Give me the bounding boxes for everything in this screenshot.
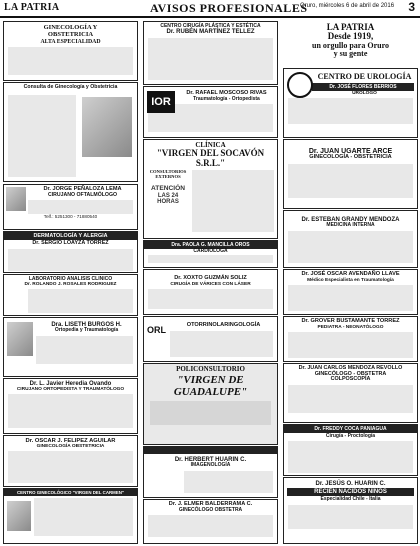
doctor-photo [82,97,132,157]
ad-body-text [34,498,133,536]
ad-body-text [8,451,133,483]
doctor-specialty: Ortopedia y Traumatología [54,327,119,334]
doctor-name: Dr. JESÚS O. HUARIN C. [315,481,386,487]
page-number: 3 [408,0,415,14]
doctor-name: Dr. J. ELMER BALDERRAMA C. [168,501,253,507]
doctor-photo [7,501,31,531]
ad-body-text [8,249,133,271]
ad-clinica-socavon [143,139,278,239]
section-name: LA PATRIA [4,2,60,13]
doctor-name: Dr. HERBERT HUARIN C. [174,457,247,463]
clinic-hours: CONSULTORIOS EXTERNOS ATENCIÓN LAS 24 HORAS [149,169,187,205]
ad-martinez [143,21,278,85]
doctor-specialty: CIRUJANO OFTALMÓLOGO [47,191,118,198]
ad-grandy [283,210,418,268]
ad-body-text [28,200,133,214]
ad-title: CENTRO DE UROLOGÍA [317,72,412,81]
ad-body-text [148,38,273,80]
doctor-name: Dr. RUBÉN MARTÍNEZ TELLEZ [166,29,255,36]
page-header [0,0,420,18]
ad-body-text [288,231,413,263]
ad-gineco-alta [3,21,138,81]
ad-banner [144,447,277,454]
doctor-name: Dra. PAOLA G. MANCILLA OROS [144,241,277,249]
ad-body-text [288,441,413,473]
ad-consulta [3,82,138,182]
orl-logo: ORL [147,325,166,335]
ad-guzman [143,269,278,315]
ad-body-text [148,289,273,309]
ad-huarin-ninos [283,477,418,544]
ad-urologia [283,68,418,138]
ad-dermato [3,231,138,273]
ad-title: POLICONSULTORIO [176,365,245,373]
doctor-name: Dr. L. Javier Heredia Ovando [29,381,112,387]
ad-felipez [3,435,138,487]
doctor-name: Dr. ROLANDO J. ROSALES RODRIGUEZ [24,282,117,288]
ad-body-text [288,164,413,198]
doctor-specialty: Médico Especialista en Traumatología [307,277,394,283]
ad-heredia [3,378,138,434]
ad-balderrama [143,499,278,544]
doctor-name: Dr. JORGE PEÑALOZA LEMA [43,186,122,192]
ad-banner: DERMATOLOGÍA Y ALERGIA [4,232,137,240]
doctor-specialty: GINECÓLOGO - OBSTETRA [314,370,387,377]
ad-huarin-imagen [143,446,278,498]
ad-body-text [150,401,271,425]
ad-slogan: y su gente [333,49,368,59]
doctor-name: Dr. SERGIO LOAYZA TORREZ [32,240,109,246]
doctor-name: Dr. FREDDY COCA PANIAGUA [284,425,417,433]
ad-body-text [8,47,133,75]
ad-subtitle: ALTA ESPECIALIDAD [40,38,101,45]
doctor-specialty: Especialidad Chile - Italia [320,496,381,503]
ad-orl [143,316,278,362]
doctor-specialty: CIRUJANO ORTOPEDISTA Y TRAUMATÓLOGO [16,387,125,393]
doctor-specialty: GINECÓLOGO OBSTETRA [178,506,243,513]
doctor-name: Dr. JUAN UGARTE ARCE [308,148,393,155]
doctor-specialty: COLPOSCOPÍA [330,376,371,383]
doctor-specialty: Traumatología - Ortopedista [193,95,260,102]
ad-policonsultorio [143,363,278,445]
ad-title: GINECOLOGÍA Y [43,24,98,31]
ad-la-patria [283,21,418,67]
page-title: AVISOS PROFESIONALES [150,1,308,15]
doctor-name: Dr. OSCAR J. FELIPEZ AGUILAR [25,438,116,444]
service-list [8,95,76,177]
ad-body-text [288,505,413,529]
ad-title: LABORATORIO ANALISIS CLINICO [28,276,113,282]
doctor-name: Dr. XOXTO GUZMÁN SOLIZ [174,275,247,281]
doctor-name: Dr. GROVER BUSTAMANTE TORREZ [301,318,400,324]
ad-body-text [288,332,413,358]
doctor-specialty: IMAGENOLOGÍA [190,462,231,469]
ad-coca [283,424,418,476]
doctor-photo [7,322,33,356]
ad-banner: RECIÉN NACIDOS NIÑOS [287,488,414,496]
ad-body-text [288,285,413,311]
ad-banner: CENTRO GINECOLÓGICO "VIRGEN DEL CARMEN" [4,489,137,496]
clinic-name: "VIRGEN DE [177,374,244,387]
doctor-specialty: Cirugía - Proctología [325,433,376,439]
ad-body-text [192,170,274,232]
ad-title: OBSTETRICIA [47,30,94,38]
ad-body-text [148,515,273,537]
ad-laboratorio [3,274,138,316]
ad-body-text [288,98,413,124]
ad-body-text [36,336,133,364]
ior-logo: IOR [147,91,175,113]
doctor-specialty: CARDIÓLOGA [193,248,228,254]
ad-title: LA PATRIA [326,22,375,32]
doctor-name: Dr. JOSÉ FLORES BERRIOS [312,83,414,91]
doctor-specialty: GINECOLOGÍA - OBSTETRICIA [309,154,392,161]
clinic-name: "VIRGEN DEL SOCAVÓN S.R.L." [156,148,265,168]
ad-body-text [170,331,273,357]
doctor-name: Dr. JUAN CARLOS MENDOZA REVOLLO [298,365,403,371]
ad-penaloza [3,184,138,230]
ad-body-text [148,255,273,263]
ad-body-text [288,385,413,413]
ad-slogan: un orgullo para Oruro [312,40,389,50]
ad-mendoza [283,363,418,423]
doctor-photo [6,187,26,211]
ad-ior [143,86,278,138]
ad-burgos [3,317,138,377]
doctor-specialty: PEDIATRA - NEONATÓLOGO [317,324,384,330]
ad-virgen-carmen [3,488,138,544]
ad-title: Consulta de Ginecología y Obstetricia [23,84,118,90]
page-date: Oruro, miércoles 6 de abril de 2016 [300,3,395,9]
phone-number: Telf.: 5251300 - 71880540 [43,214,98,220]
doctor-name: Dr. ESTEBAN GRANDY MENDOZA [301,217,400,223]
doctor-name: Dr. RAFAEL MOSCOSO RIVAS [186,90,267,96]
ad-avendano [283,269,418,315]
ad-body-text [8,394,133,428]
doctor-name: Dra. LISETH BURGOS H. [51,322,122,328]
doctor-specialty: GINECOLOGÍA OBSTETRICIA [36,444,105,450]
ad-mancilla [143,240,278,268]
doctor-name: Dr. JOSÉ OSCAR AVENDAÑO LLAVE [301,271,400,277]
ad-title: CLÍNICA [195,141,226,149]
ad-body-text [184,471,273,493]
doctor-specialty: CIRUGÍA DE VÁRICES CON LÁSER [170,281,251,287]
clinic-name: GUADALUPE" [173,385,248,398]
doctor-specialty: MEDICINA INTERNA [326,222,375,229]
urologia-logo [287,72,313,98]
doctor-specialty: UROLOGO [352,91,377,97]
ad-title: OTORRINOLARINGOLOGÍA [186,322,261,328]
ad-bustamante [283,316,418,362]
ad-slogan: Desde 1919, [327,31,374,42]
ad-ugarte [283,139,418,209]
ad-title: CENTRO CIRUGÍA PLÁSTICA Y ESTÉTICA [160,23,261,29]
ad-body-text [28,289,133,313]
